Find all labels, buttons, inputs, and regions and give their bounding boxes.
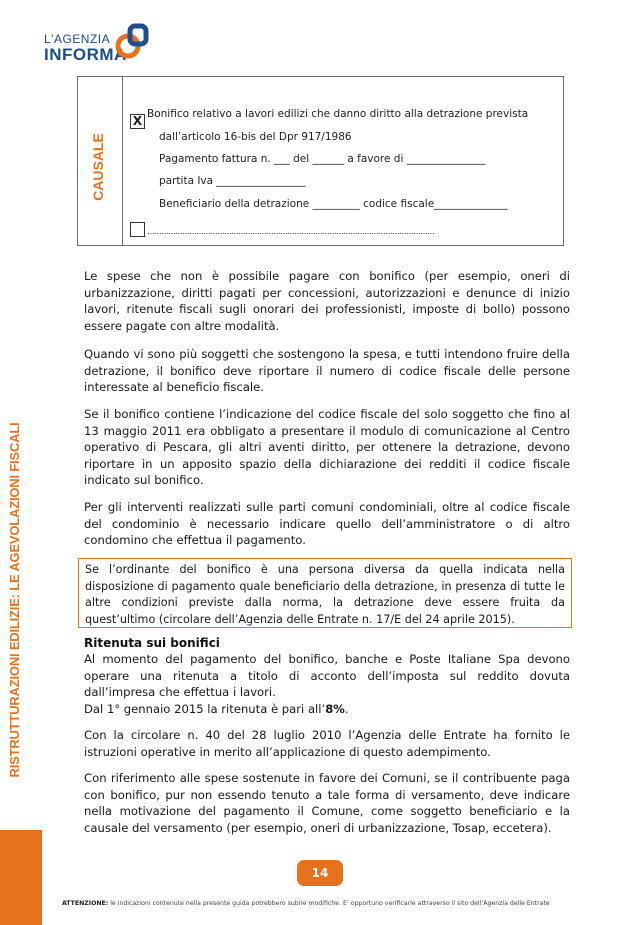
paragraph-ritenuta-1: Al momento del pagamento del bonifico, banche e Poste Italiane Spa devono operare una ritenuta a titolo di acconto dell’imposta sul reddito dovuta dall’impresa che effettua i lavori. bbox=[84, 652, 570, 700]
paragraph-condominio: Per gli interventi realizzati sulle parti comuni condominiali, oltre al codice fiscale del condominio è necessario indicare quello dell’amministratore o di altro condomino che effettua il pagamento. bbox=[84, 500, 570, 548]
ritenuta-rate: 8% bbox=[325, 702, 345, 716]
logo-mark-icon bbox=[114, 20, 154, 62]
logo-top-text: L'AGENZIA bbox=[44, 32, 111, 46]
causale-box bbox=[77, 76, 564, 246]
causale-line-1: Bonifico relativo a lavori edilizi che danno diritto alla detrazione prevista bbox=[147, 108, 529, 120]
note-text: Se l’ordinante del bonifico è una persona diversa da quella indicata nella disposizione di pagamento quale beneficiario della detrazione, in presenza di tutte le altre condizioni previste dalla norma, la detrazione deve essere fruita da quest’ultimo (circolare dell’Agenzia delle Entrate n. 17/E del 24 aprile 2015). bbox=[85, 563, 565, 626]
causale-label: CAUSALE bbox=[90, 133, 106, 201]
checkbox-empty bbox=[130, 222, 145, 237]
causale-dotted-line: …………………………………………………………………………………………………………… bbox=[147, 227, 434, 236]
paragraph-codice-fiscale: Se il bonifico contiene l’indicazione del codice fiscale del solo soggetto che fino al 13 maggio 2011 era obbligato a presentare il modulo di comunicazione al Centro operativo di Pescara, gli altri aventi diritto, per ottenere la detrazione, devono riportare in un apposito spazio della dichiarazione dei redditi il codice fiscale indicato sul bonifico. bbox=[84, 407, 570, 488]
paragraph-soggetti: Quando vi sono più soggetti che sostengono la spesa, e tutti intendono fruire della detrazione, il bonifico deve riportare il numero di codice fiscale delle persone interessate al beneficio fiscale. bbox=[84, 347, 570, 395]
causale-line-4: partita Iva _________________ bbox=[159, 175, 306, 187]
paragraph-spese: Le spese che non è possibile pagare con bonifico (per esempio, oneri di urbanizzazione, diritti pagati per concessioni, autorizzazioni e denunce di inizio lavori, ritenute fiscali sugli onorari dei professionisti, imposte di bollo) possono essere pagate con altre modalità. bbox=[84, 269, 570, 333]
section-heading-ritenuta: Ritenuta sui bonifici bbox=[84, 636, 220, 650]
causale-label-column bbox=[78, 77, 123, 245]
footer-text: le indicazioni contenute nella presente guida potrebbero subire modifiche. E’ opportuno verificarle attraverso il sito dell’Agenzia delle Entrate bbox=[108, 900, 550, 907]
checkbox-checked: X bbox=[130, 114, 145, 129]
paragraph-circolare: Con la circolare n. 40 del 28 luglio 2010 l’Agenzia delle Entrate ha fornito le istruzioni operative in merito all’applicazione di questo adempimento. bbox=[84, 728, 570, 759]
paragraph-comuni: Con riferimento alle spese sostenute in favore dei Comuni, se il contribuente paga con bonifico, pur non essendo tenuto a tale forma di versamento, deve indicare nella motivazione del pagamento il Comune, come soggetto beneficiario e la causale del versamento (per esempio, oneri di urbanizzazione, Tosap, eccetera). bbox=[84, 771, 570, 835]
page-number-badge: 14 bbox=[297, 860, 343, 886]
causale-line-2: dall’articolo 16-bis del Dpr 917/1986 bbox=[159, 131, 352, 143]
agenzia-informa-logo bbox=[44, 20, 154, 70]
footer-disclaimer bbox=[62, 900, 550, 907]
causale-line-5: Beneficiario della detrazione _________ codice fiscale______________ bbox=[159, 198, 508, 210]
footer-label: ATTENZIONE: bbox=[62, 900, 109, 907]
side-section-title: RISTRUTTURAZIONI EDILIZIE: LE AGEVOLAZIONI FISCALI bbox=[7, 422, 22, 778]
logo-bottom-text: INFORMA bbox=[44, 45, 127, 64]
causale-line-3: Pagamento fattura n. ___ del ______ a favore di _______________ bbox=[159, 153, 486, 165]
ritenuta-suffix: . bbox=[344, 702, 349, 716]
side-orange-bar bbox=[0, 830, 42, 925]
note-box bbox=[78, 558, 572, 628]
ritenuta-prefix: Dal 1° gennaio 2015 la ritenuta è pari all’ bbox=[84, 702, 326, 716]
paragraph-ritenuta-2 bbox=[84, 701, 570, 718]
